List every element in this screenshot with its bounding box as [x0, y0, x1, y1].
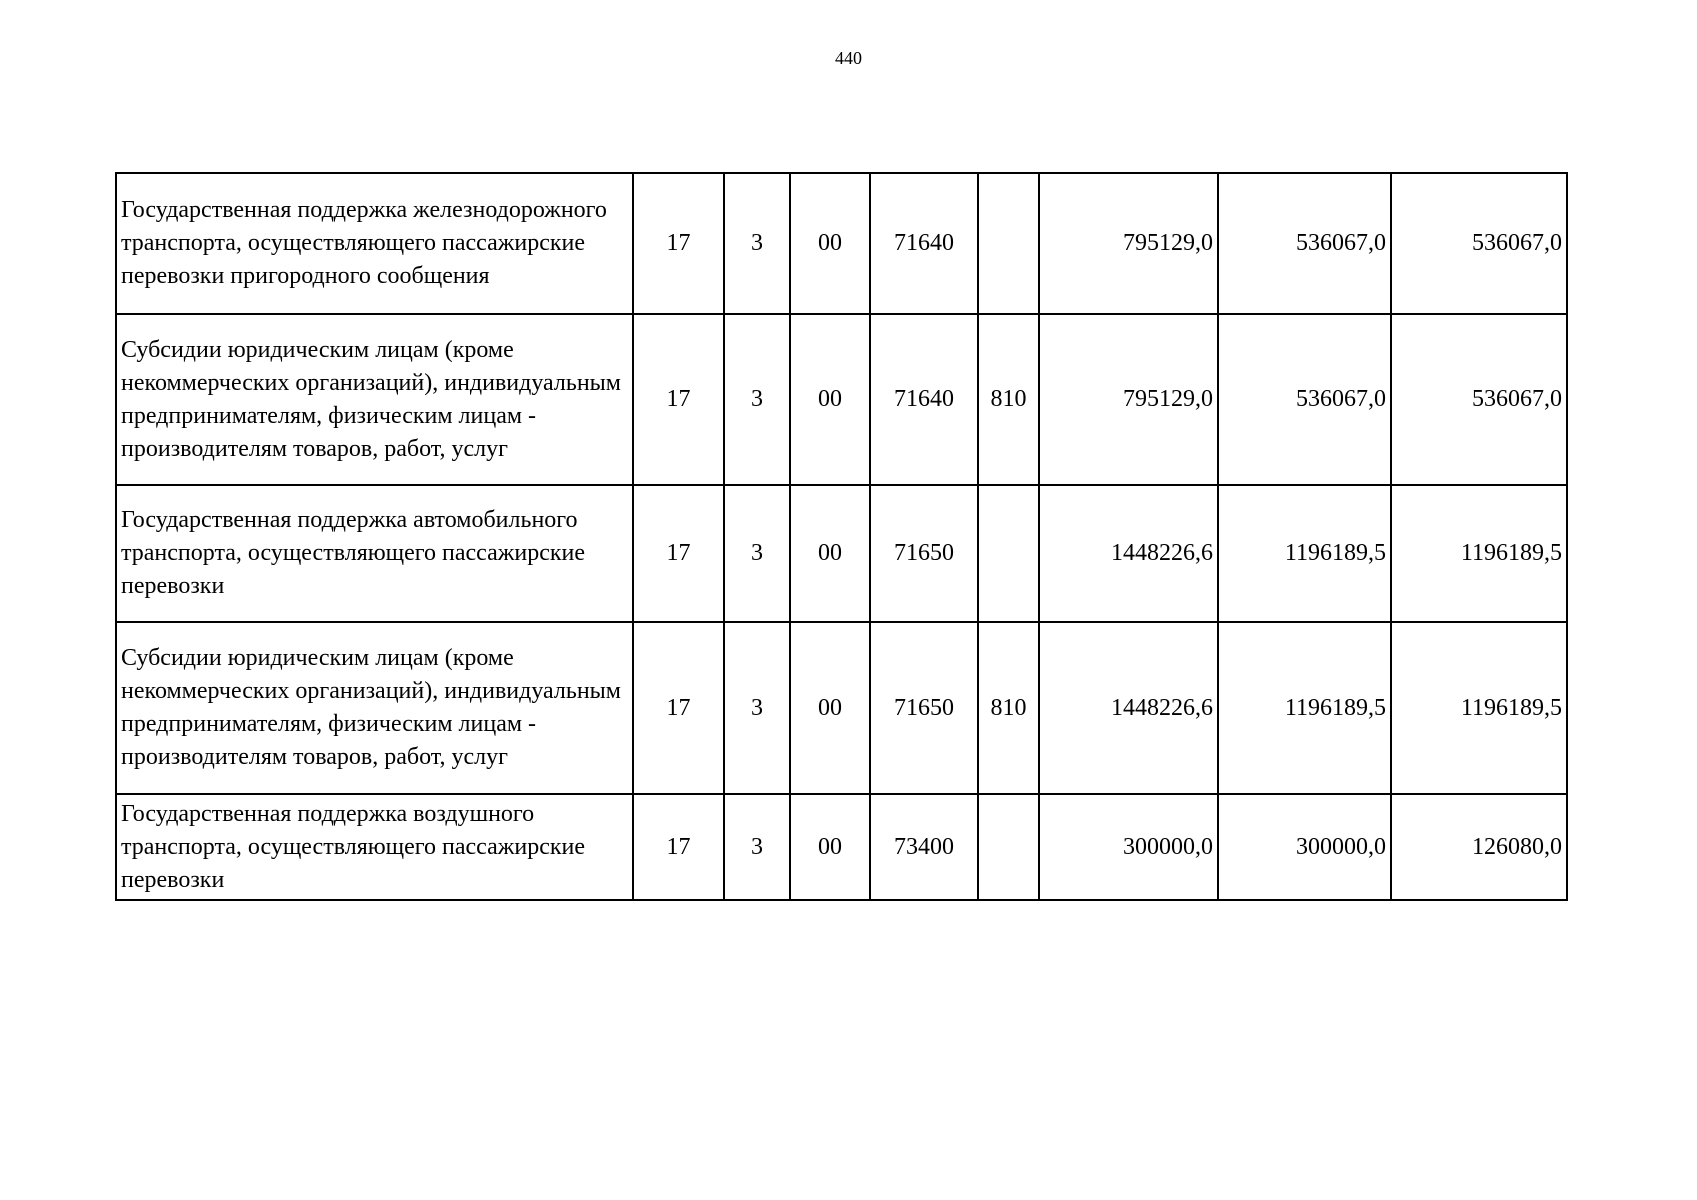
amount-2: 1196189,5 [1218, 622, 1391, 794]
subsection-code: 3 [724, 794, 790, 900]
subsection-code: 3 [724, 173, 790, 314]
table-row [116, 794, 1567, 900]
amount-3: 536067,0 [1391, 173, 1567, 314]
item-code: 71640 [870, 314, 978, 485]
row-description: Государственная поддержка воздушного транспорта, осуществляющего пассажирские перевозки [116, 794, 633, 900]
section-code: 17 [633, 794, 724, 900]
subsection-code: 3 [724, 314, 790, 485]
table-row [116, 173, 1567, 314]
amount-2: 536067,0 [1218, 314, 1391, 485]
row-description: Государственная поддержка железнодорожного транспорта, осуществляющего пассажирские перевозки пригородного сообщения [116, 173, 633, 314]
program-code: 00 [790, 485, 870, 622]
program-code: 00 [790, 622, 870, 794]
amount-3: 536067,0 [1391, 314, 1567, 485]
table-row [116, 485, 1567, 622]
amount-1: 1448226,6 [1039, 485, 1218, 622]
expense-type-code [978, 173, 1039, 314]
item-code: 71650 [870, 485, 978, 622]
section-code: 17 [633, 622, 724, 794]
amount-1: 795129,0 [1039, 314, 1218, 485]
subsection-code: 3 [724, 622, 790, 794]
amount-3: 1196189,5 [1391, 485, 1567, 622]
amount-2: 1196189,5 [1218, 485, 1391, 622]
item-code: 71640 [870, 173, 978, 314]
item-code: 71650 [870, 622, 978, 794]
section-code: 17 [633, 314, 724, 485]
row-description: Субсидии юридическим лицам (кроме некоммерческих организаций), индивидуальным предпринимателям, физическим лицам - производителям товаров, работ, услуг [116, 314, 633, 485]
table-row [116, 622, 1567, 794]
amount-2: 536067,0 [1218, 173, 1391, 314]
expense-type-code [978, 794, 1039, 900]
expense-type-code: 810 [978, 314, 1039, 485]
amount-3: 1196189,5 [1391, 622, 1567, 794]
budget-table [115, 172, 1568, 901]
expense-type-code: 810 [978, 622, 1039, 794]
page-number: 440 [835, 48, 862, 68]
amount-1: 795129,0 [1039, 173, 1218, 314]
amount-2: 300000,0 [1218, 794, 1391, 900]
program-code: 00 [790, 314, 870, 485]
amount-3: 126080,0 [1391, 794, 1567, 900]
section-code: 17 [633, 173, 724, 314]
subsection-code: 3 [724, 485, 790, 622]
section-code: 17 [633, 485, 724, 622]
row-description: Государственная поддержка автомобильного транспорта, осуществляющего пассажирские перевозки [116, 485, 633, 622]
amount-1: 300000,0 [1039, 794, 1218, 900]
expense-type-code [978, 485, 1039, 622]
row-description: Субсидии юридическим лицам (кроме некоммерческих организаций), индивидуальным предпринимателям, физическим лицам - производителям товаров, работ, услуг [116, 622, 633, 794]
program-code: 00 [790, 794, 870, 900]
table-row [116, 314, 1567, 485]
item-code: 73400 [870, 794, 978, 900]
amount-1: 1448226,6 [1039, 622, 1218, 794]
program-code: 00 [790, 173, 870, 314]
